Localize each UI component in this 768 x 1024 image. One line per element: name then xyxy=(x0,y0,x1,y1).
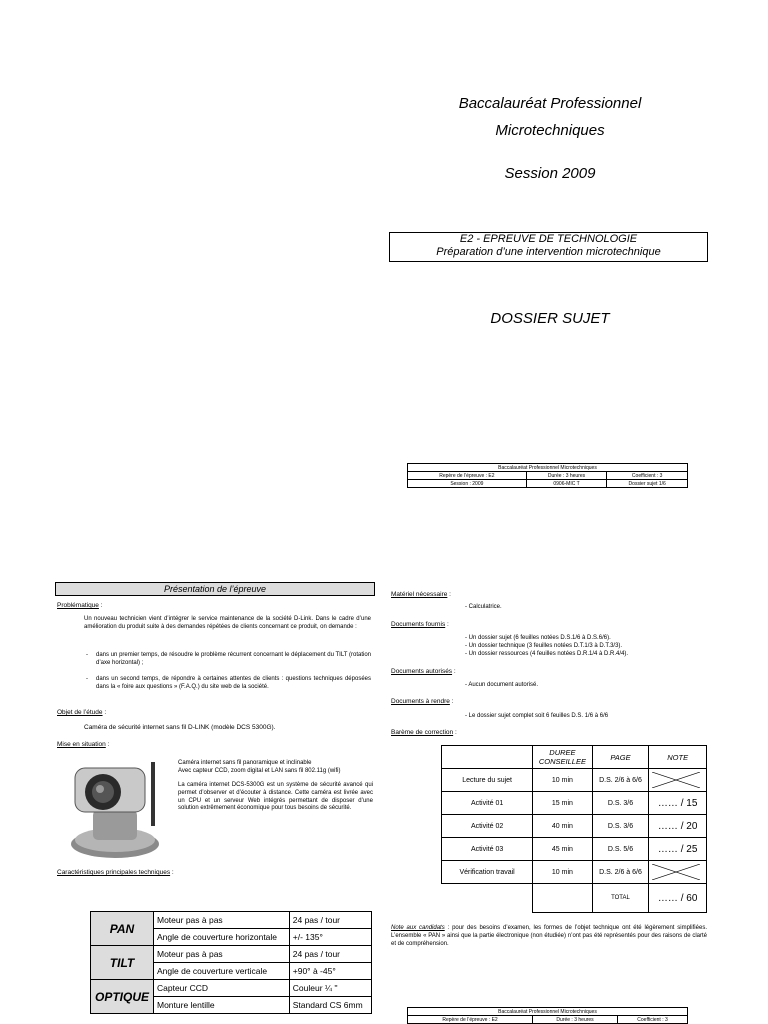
objet-text: Caméra de sécurité internet sans fil D-LINK (modèle DCS 5300G). xyxy=(84,724,276,731)
autorises-label: Documents autorisés xyxy=(391,668,453,675)
autorises-heading: Documents autorisés : xyxy=(391,668,456,675)
bareme-label: Barème de correction xyxy=(391,729,454,736)
title-line-1: Baccalauréat Professionnel xyxy=(458,95,642,112)
bareme-total-note: …… / 60 xyxy=(649,884,707,913)
specs-label: Moteur pas à pas xyxy=(154,946,290,963)
mise-line-a: Caméra internet sans fil panoramique et inclinable xyxy=(178,760,312,766)
specs-value: +/- 135° xyxy=(289,929,371,946)
bareme-total-label: TOTAL xyxy=(592,884,649,913)
bareme-row xyxy=(442,815,707,838)
carac-heading: Caractéristiques principales techniques : xyxy=(57,869,174,876)
note-text: : pour des besoins d’examen, les formes de l’objet technique ont été légèrement simplifiées. L’ensemble « PAN » ainsi que la partie électronique (non étudiée) n’ont pas été représentés pour des raisons de clarté et de compréhension. xyxy=(391,925,707,947)
objet-label: Objet de l’étude xyxy=(57,709,103,716)
specs-label: Angle de couverture verticale xyxy=(154,963,290,980)
cartouche-repere: Repère de l’épreuve : E2 xyxy=(408,472,527,480)
specs-label: Angle de couverture horizontale xyxy=(154,929,290,946)
cartouche-title: Baccalauréat Professionnel Microtechniques xyxy=(408,464,688,472)
bareme-header-empty xyxy=(442,746,533,769)
bareme-duree: 45 min xyxy=(533,838,592,861)
problematique-label: Problématique xyxy=(57,602,99,609)
bareme-page: D.S. 2/6 à 6/6 xyxy=(592,861,649,884)
specs-row xyxy=(91,912,372,929)
presentation-title: Présentation de l’épreuve xyxy=(55,582,375,596)
mise-heading: Mise en situation : xyxy=(57,741,110,748)
problematique-text: Un nouveau technicien vient d’intégrer le service maintenance de la société D-Link. Dans le cadre d’une amélioration du produit suite à des demandes répétées de clients concernant ce produit, on demande : xyxy=(84,616,371,630)
bareme-note: …… / 15 xyxy=(649,792,707,815)
specs-value: 24 pas / tour xyxy=(289,946,371,963)
bareme-activity: Activité 03 xyxy=(442,838,533,861)
specs-label: Monture lentille xyxy=(154,997,290,1014)
specs-label: Capteur CCD xyxy=(154,980,290,997)
cross-out-icon xyxy=(652,864,700,880)
bareme-page: D.S. 2/6 à 6/6 xyxy=(592,769,649,792)
bareme-note-crossed xyxy=(649,861,707,884)
documents-item: - Un dossier sujet (6 feuilles notées D.S.1/6 à D.S.6/6). xyxy=(465,635,611,641)
problematique-heading: Problématique : xyxy=(57,602,103,609)
cartouche-duree: Durée : 3 heures xyxy=(533,1016,618,1024)
specs-row xyxy=(91,946,372,963)
bareme-duree: 40 min xyxy=(533,815,592,838)
bareme-header-row xyxy=(442,746,707,769)
bareme-header-page: PAGE xyxy=(592,746,649,769)
epreuve-subtitle: Préparation d’une intervention microtechnique xyxy=(436,246,661,258)
bareme-header-note: NOTE xyxy=(649,746,707,769)
bareme-note: …… / 20 xyxy=(649,815,707,838)
note-candidats xyxy=(391,925,707,948)
bareme-heading: Barème de correction : xyxy=(391,729,457,736)
bareme-activity: Lecture du sujet xyxy=(442,769,533,792)
bareme-total-row xyxy=(442,884,707,913)
cross-out-icon xyxy=(652,772,700,788)
bullet-1: - dans un premier temps, de résoudre le problème récurrent concernant le déplacement du TILT (rotation d’axe horizontal) ; xyxy=(96,652,371,667)
materiel-heading: Matériel nécessaire : xyxy=(391,591,451,598)
bareme-row xyxy=(442,792,707,815)
cartouche-bottom xyxy=(407,1007,688,1024)
cartouche-coef: Coefficient : 3 xyxy=(607,472,688,480)
bareme-total-blank xyxy=(533,884,592,913)
specs-table xyxy=(90,911,372,1014)
rendre-label: Documents à rendre xyxy=(391,698,450,705)
specs-value: Standard CS 6mm xyxy=(289,997,371,1014)
bareme-page: D.S. 3/6 xyxy=(592,815,649,838)
bullet-2: - dans un second temps, de répondre à certaines attentes de clients : questions techniques déposées dans la « foire aux questions » (F.A.Q.) du site web de la société. xyxy=(96,676,371,691)
specs-group-pan: PAN xyxy=(91,912,154,946)
rendre-item: - Le dossier sujet complet soit 6 feuilles D.S. 1/6 à 6/6 xyxy=(465,713,609,719)
bareme-note-crossed xyxy=(649,769,707,792)
specs-label: Moteur pas à pas xyxy=(154,912,290,929)
bareme-total-empty xyxy=(442,884,533,913)
dossier-title: DOSSIER SUJET xyxy=(490,310,610,327)
autorises-item: - Aucun document autorisé. xyxy=(465,682,539,688)
bareme-duree: 10 min xyxy=(533,769,592,792)
bareme-row xyxy=(442,861,707,884)
mise-line-b: Avec capteur CCD, zoom digital et LAN sans fil 802.11g (wifi) xyxy=(178,767,341,774)
bareme-note: …… / 25 xyxy=(649,838,707,861)
camera-image xyxy=(63,752,171,862)
cartouche-title: Baccalauréat Professionnel Microtechniques xyxy=(408,1008,688,1016)
cartouche-page: Dossier sujet 1/6 xyxy=(607,480,688,488)
specs-row xyxy=(91,980,372,997)
carac-label: Caractéristiques principales techniques xyxy=(57,869,171,876)
cartouche-duree: Durée : 3 heures xyxy=(526,472,607,480)
cartouche-code: 0906-MIC T xyxy=(526,480,607,488)
documents-heading: Documents fournis : xyxy=(391,621,449,628)
bareme-activity: Activité 01 xyxy=(442,792,533,815)
bareme-table xyxy=(441,745,707,913)
objet-heading: Objet de l’étude : xyxy=(57,709,107,716)
specs-value: 24 pas / tour xyxy=(289,912,371,929)
epreuve-box xyxy=(389,232,708,262)
cartouche-top xyxy=(407,463,688,488)
title-line-2: Microtechniques xyxy=(495,122,605,139)
bareme-page: D.S. 3/6 xyxy=(592,792,649,815)
documents-label: Documents fournis xyxy=(391,621,446,628)
bareme-page: D.S. 5/6 xyxy=(592,838,649,861)
note-label: Note aux candidats xyxy=(391,925,445,931)
bareme-header-duree: DUREE CONSEILLEE xyxy=(533,746,592,769)
rendre-heading: Documents à rendre : xyxy=(391,698,454,705)
bareme-activity: Vérification travail xyxy=(442,861,533,884)
cartouche-coef: Coefficient : 3 xyxy=(618,1016,688,1024)
documents-item: - Un dossier technique (3 feuilles notées D.T.1/3 à D.T.3/3). xyxy=(465,642,623,649)
specs-group-tilt: TILT xyxy=(91,946,154,980)
materiel-item: - Calculatrice. xyxy=(465,604,502,610)
bareme-row xyxy=(442,838,707,861)
mise-para-1 xyxy=(178,760,373,776)
bareme-duree: 10 min xyxy=(533,861,592,884)
epreuve-title: E2 - EPREUVE DE TECHNOLOGIE xyxy=(459,233,638,245)
cartouche-repere: Repère de l’épreuve : E2 xyxy=(408,1016,533,1024)
bareme-row xyxy=(442,769,707,792)
mise-para-2: La caméra internet DCS-5300G est un système de sécurité avancé qui permet d’observer et d’écouter à distance. Cette caméra est livrée avec un CPU et un serveur Web intégrés permettant de disposer d’une solution extrêmement économique pour tous besoins de sécurité. xyxy=(178,782,373,812)
materiel-label: Matériel nécessaire xyxy=(391,591,448,598)
bareme-activity: Activité 02 xyxy=(442,815,533,838)
specs-group-optique: OPTIQUE xyxy=(91,980,154,1014)
specs-value: +90° à -45° xyxy=(289,963,371,980)
documents-list xyxy=(465,635,628,658)
bareme-duree: 15 min xyxy=(533,792,592,815)
specs-value: Couleur ¼ '' xyxy=(289,980,371,997)
documents-item: - Un dossier ressources (4 feuilles notées D.R.1/4 à D.R.4/4). xyxy=(465,650,629,657)
cartouche-session: Session : 2009 xyxy=(408,480,527,488)
session-title: Session 2009 xyxy=(504,165,596,182)
mise-label: Mise en situation xyxy=(57,741,106,748)
